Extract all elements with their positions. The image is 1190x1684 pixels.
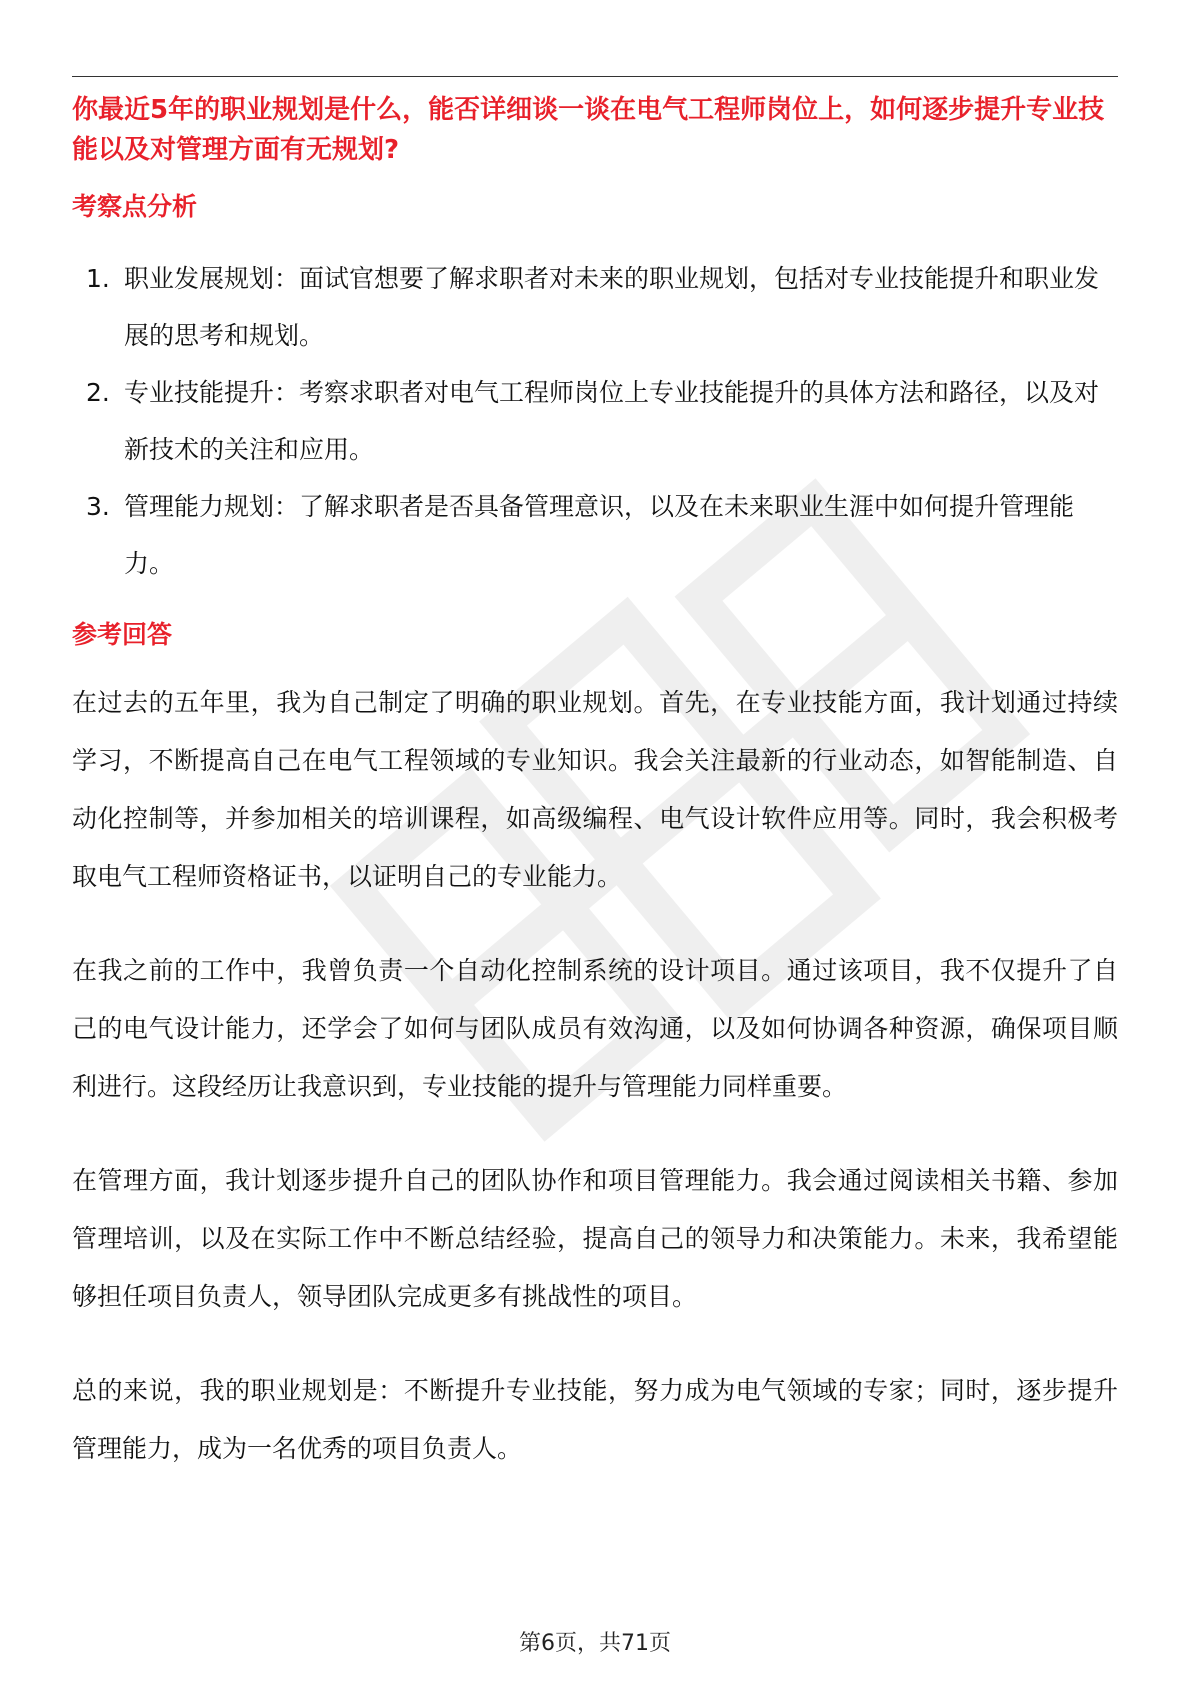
answer-paragraph: 在管理方面，我计划逐步提升自己的团队协作和项目管理能力。我会通过阅读相关书籍、参加管理培训，以及在实际工作中不断总结经验，提高自己的领导力和决策能力。未来，我希望能够担任项目负责人，领导团队完成更多有挑战性的项目。	[72, 1166, 1118, 1311]
analysis-point	[72, 478, 1118, 592]
answer-paragraph: 在我之前的工作中，我曾负责一个自动化控制系统的设计项目。通过该项目，我不仅提升了自己的电气设计能力，还学会了如何与团队成员有效沟通，以及如何协调各种资源，确保项目顺利进行。这段经历让我意识到，专业技能的提升与管理能力同样重要。	[72, 956, 1118, 1101]
analysis-point	[72, 364, 1118, 478]
analysis-points	[72, 250, 1118, 592]
analysis-point	[72, 250, 1118, 364]
answer-heading: 参考回答	[72, 620, 173, 649]
point-text: 职业发展规划：面试官想要了解求职者对未来的职业规划，包括对专业技能提升和职业发展的思考和规划。	[124, 264, 1100, 350]
point-number: 1.	[86, 264, 110, 293]
page-number-footer: 第6页，共71页	[519, 1631, 671, 1656]
top-divider	[72, 76, 1118, 77]
point-text: 管理能力规划：了解求职者是否具备管理意识，以及在未来职业生涯中如何提升管理能力。	[124, 492, 1075, 578]
interview-question: 你最近5年的职业规划是什么，能否详细谈一谈在电气工程师岗位上，如何逐步提升专业技能以及对管理方面有无规划?	[72, 95, 1105, 165]
answer-paragraph: 总的来说，我的职业规划是：不断提升专业技能，努力成为电气领域的专家；同时，逐步提升管理能力，成为一名优秀的项目负责人。	[72, 1376, 1118, 1463]
analysis-heading: 考察点分析	[72, 192, 198, 221]
point-number: 3.	[86, 492, 110, 521]
point-text: 专业技能提升：考察求职者对电气工程师岗位上专业技能提升的具体方法和路径，以及对新技术的关注和应用。	[124, 378, 1100, 464]
main-content	[72, 90, 1118, 1514]
point-number: 2.	[86, 378, 110, 407]
answer-paragraph: 在过去的五年里，我为自己制定了明确的职业规划。首先，在专业技能方面，我计划通过持续学习，不断提高自己在电气工程领域的专业知识。我会关注最新的行业动态，如智能制造、自动化控制等，并参加相关的培训课程，如高级编程、电气设计软件应用等。同时，我会积极考取电气工程师资格证书，以证明自己的专业能力。	[72, 688, 1118, 891]
